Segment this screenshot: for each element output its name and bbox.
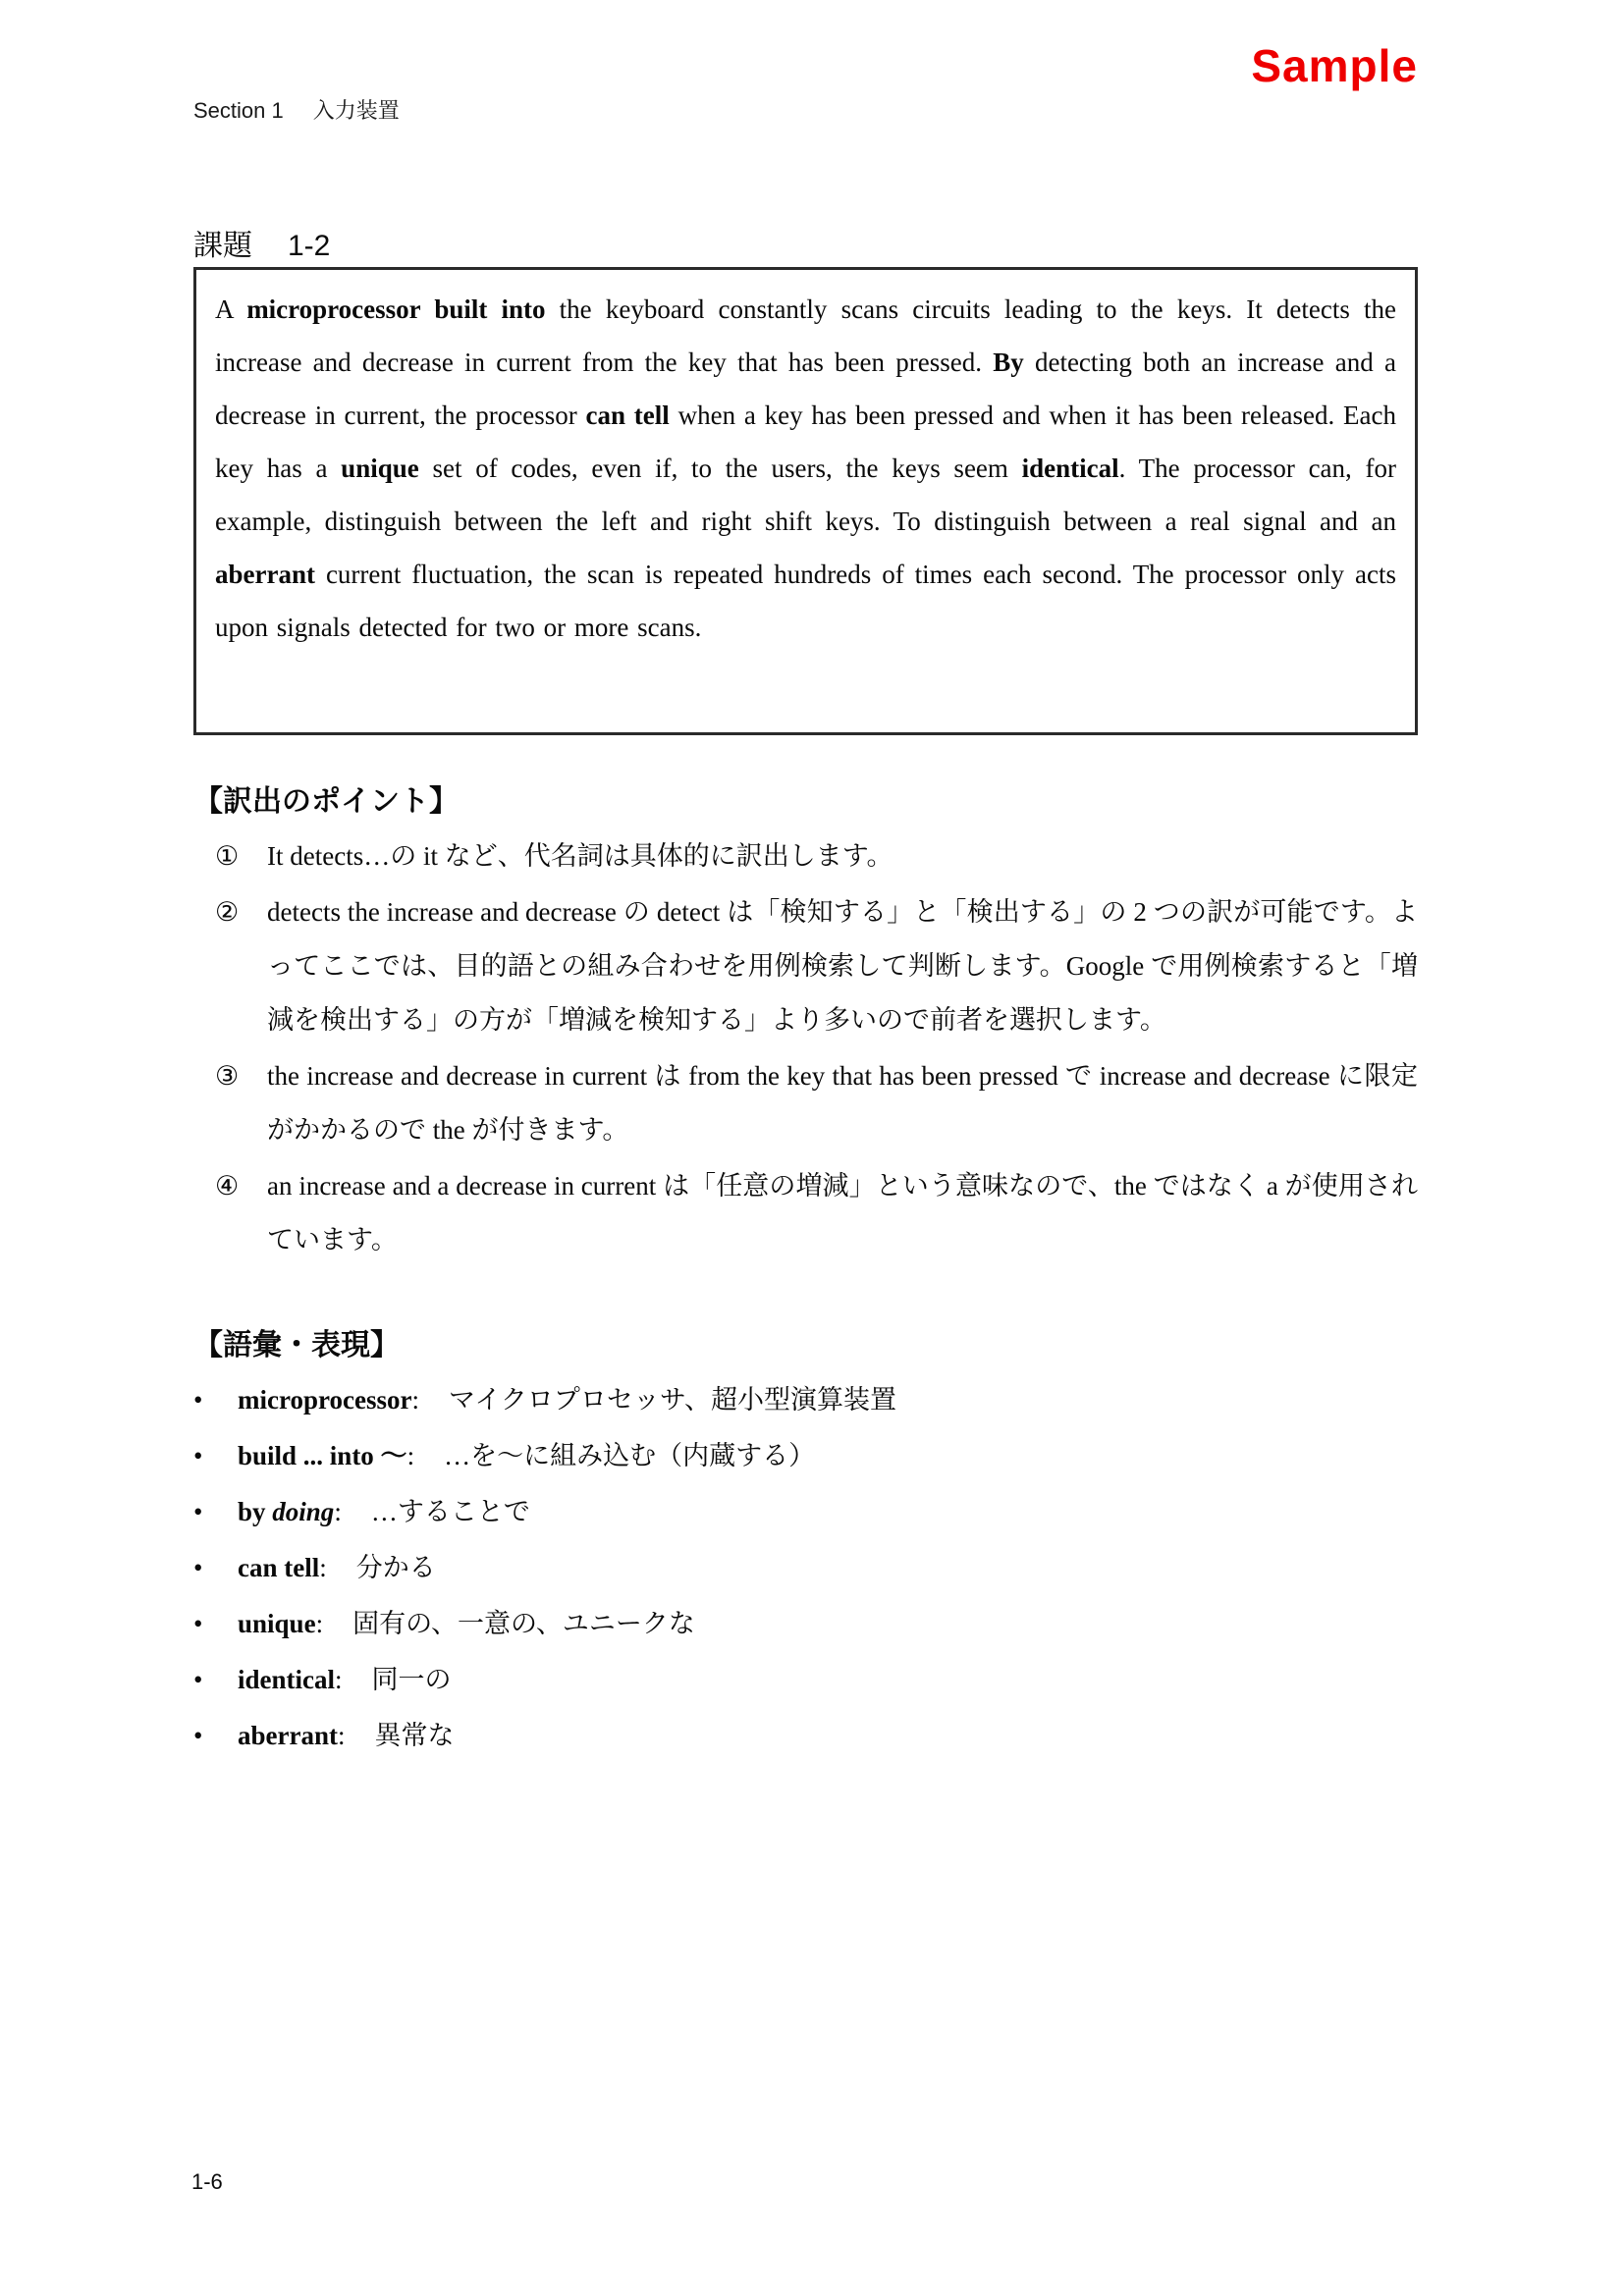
passage-segment: identical [1021, 454, 1119, 483]
bullet-icon: • [193, 1497, 203, 1526]
bullet-icon: • [193, 1665, 203, 1694]
running-header [193, 98, 400, 124]
vocab-definition: …することで [370, 1497, 530, 1526]
point-marker: ④ [215, 1171, 240, 1201]
point-text: an increase and a decrease in current は「任意の増減」という意味なので、the ではなく a が使用されています。 [267, 1171, 1418, 1255]
bullet-icon: • [193, 1553, 203, 1582]
vocab-section-heading: 【語彙・表現】 [193, 1329, 400, 1362]
passage-segment: unique [341, 454, 419, 483]
vocab-term [238, 1609, 316, 1638]
vocab-term-segment: microprocessor [238, 1385, 412, 1415]
point-item [193, 1159, 1418, 1267]
passage-segment: aberrant [215, 560, 315, 589]
point-item [193, 829, 1418, 883]
vocab-definition: …を～に組み込む（内蔵する） [444, 1441, 816, 1470]
passage-segment: A [215, 294, 247, 324]
section-label: Section 1 [193, 98, 284, 123]
vocab-term-segment: unique [238, 1609, 316, 1638]
point-text: the increase and decrease in current は from the key that has been pressed で increase and decrease に限定がかかるので the が付きます。 [267, 1061, 1418, 1145]
sample-watermark: Sample [1251, 40, 1418, 91]
passage-segment: set of codes, even if, to the users, the keys seem [418, 454, 1022, 483]
passage-segment: By [993, 347, 1024, 377]
bullet-icon: • [193, 1609, 203, 1638]
vocab-term [238, 1553, 319, 1582]
vocab-term [238, 1665, 335, 1694]
task-number: 1-2 [288, 230, 331, 262]
point-marker: ② [215, 897, 240, 927]
vocab-term-segment: build ... into ～ [238, 1441, 407, 1470]
bullet-icon: • [193, 1441, 203, 1470]
passage-text [215, 283, 1396, 654]
vocab-definition: 同一の [371, 1665, 452, 1694]
point-item [193, 885, 1418, 1047]
vocab-term [238, 1497, 334, 1526]
vocab-definition: 分かる [355, 1553, 436, 1582]
passage-segment: microprocessor built into [246, 294, 546, 324]
point-marker: ③ [215, 1061, 240, 1091]
passage-segment: . The processor can, for example, distinguish between the left and right shift keys. To distinguish between a real signal and an [215, 454, 1396, 536]
vocab-definition: 固有の、一意の、ユニークな [352, 1609, 695, 1638]
passage-segment: detecting both an increase and a decrease in current, the processor [215, 347, 1396, 430]
vocab-separator: : [406, 1441, 415, 1470]
passage-segment: current fluctuation, the scan is repeated hundreds of times each second. The processor only acts upon signals detected for two or more scans. [215, 560, 1396, 642]
bullet-icon: • [193, 1385, 203, 1415]
vocab-item [193, 1540, 1418, 1596]
vocab-definition: マイクロプロセッサ、超小型演算装置 [448, 1385, 896, 1415]
vocab-term [238, 1385, 411, 1415]
vocab-item [193, 1428, 1418, 1484]
vocab-separator: : [319, 1553, 327, 1582]
points-list [193, 829, 1418, 1269]
page-number: 1-6 [191, 2169, 223, 2194]
vocab-definition: 異常な [374, 1721, 455, 1750]
vocab-item [193, 1372, 1418, 1428]
point-marker: ① [215, 841, 240, 871]
vocab-item [193, 1596, 1418, 1652]
point-text: detects the increase and decrease の detect は「検知する」と「検出する」の 2 つの訳が可能です。よってここでは、目的語との組み合わせを用例検索して判断します。Google で用例検索すると「増減を検出する」の方が「増減を検知する」より多いので前者を選択します。 [267, 897, 1418, 1035]
bullet-icon: • [193, 1721, 203, 1750]
passage-segment: can tell [585, 400, 670, 430]
vocab-term [238, 1721, 338, 1750]
point-text: It detects…の it など、代名詞は具体的に訳出します。 [267, 841, 893, 871]
task-heading [193, 230, 330, 263]
passage-segment: when a key has been pressed and when it has been released. Each key has a [215, 400, 1396, 483]
passage-segment: the keyboard constantly scans circuits leading to the keys. It detects the increase and decrease in current from the key that has been pressed. [215, 294, 1397, 377]
vocab-term-segment: doing [272, 1497, 335, 1526]
passage-box [193, 267, 1418, 735]
vocab-separator: : [334, 1497, 342, 1526]
vocab-list [193, 1372, 1418, 1764]
vocab-term-segment: identical [238, 1665, 335, 1694]
task-label: 課題 [193, 230, 252, 262]
vocab-item [193, 1652, 1418, 1708]
vocab-term-segment: can tell [238, 1553, 320, 1582]
point-item [193, 1049, 1418, 1157]
section-title: 入力装置 [312, 98, 400, 123]
vocab-separator: : [411, 1385, 419, 1415]
vocab-separator: : [335, 1665, 343, 1694]
vocab-separator: : [315, 1609, 324, 1638]
points-section-heading: 【訳出のポイント】 [193, 785, 459, 818]
vocab-term-segment: aberrant [238, 1721, 338, 1750]
vocab-term-segment: by [238, 1497, 273, 1526]
vocab-term [238, 1441, 407, 1470]
vocab-item [193, 1708, 1418, 1764]
vocab-separator: : [337, 1721, 346, 1750]
vocab-item [193, 1484, 1418, 1540]
